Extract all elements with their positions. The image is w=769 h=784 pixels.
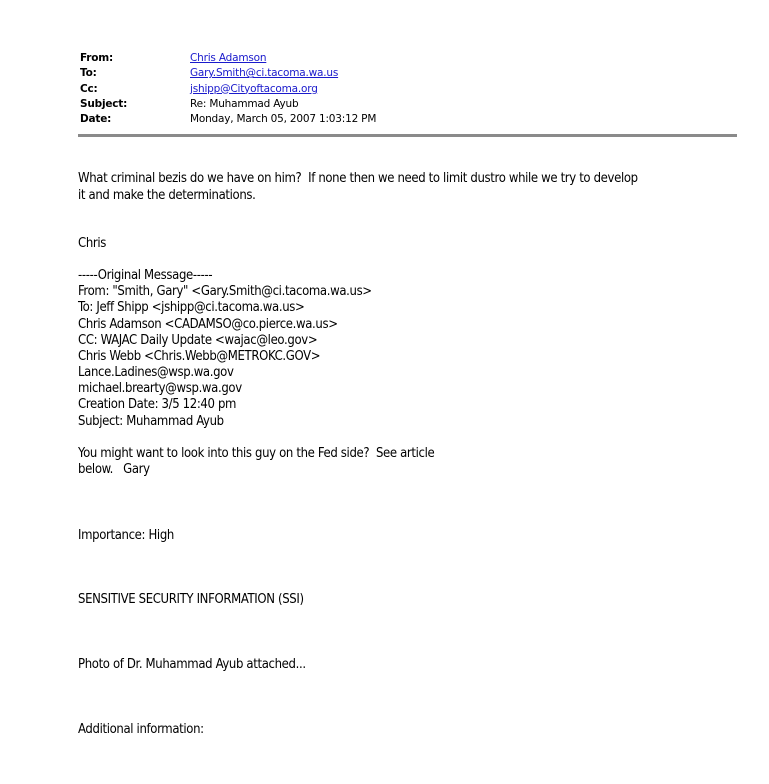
original-body-line-1: You might want to look into this guy on the Fed side? See article: [78, 446, 435, 461]
reply-line-2: it and make the determinations.: [78, 188, 256, 203]
original-body-line-2: below. Gary: [78, 462, 150, 477]
original-creation-date: Creation Date: 3/5 12:40 pm: [78, 397, 237, 412]
importance-line: Importance: High: [78, 528, 174, 543]
classification-line: SENSITIVE SECURITY INFORMATION (SSI): [78, 592, 304, 607]
reply-signature: Chris: [78, 236, 106, 251]
subject-label: Subject:: [80, 97, 128, 110]
photo-note: Photo of Dr. Muhammad Ayub attached...: [78, 657, 306, 672]
date-label: Date:: [80, 113, 112, 126]
cc-link[interactable]: jshipp@Cityoftacoma.org: [190, 82, 318, 95]
to-link[interactable]: Gary.Smith@ci.tacoma.wa.us: [190, 67, 339, 80]
header-divider: [78, 134, 737, 137]
date-value: Monday, March 05, 2007 1:03:12 PM: [190, 113, 377, 126]
original-to: To: Jeff Shipp <jshipp@ci.tacoma.wa.us>: [78, 300, 305, 315]
cc-label: Cc:: [80, 82, 98, 95]
from-link[interactable]: Chris Adamson: [190, 52, 267, 64]
original-cc-4: michael.brearty@wsp.wa.gov: [78, 381, 242, 396]
original-subject: Subject: Muhammad Ayub: [78, 414, 224, 429]
original-cc-3: Lance.Ladines@wsp.wa.gov: [78, 365, 234, 380]
from-label: From:: [80, 52, 114, 64]
additional-information: Additional information:: [78, 722, 204, 737]
original-separator: -----Original Message-----: [78, 268, 213, 283]
original-from: From: "Smith, Gary" <Gary.Smith@ci.tacoma.wa.us>: [78, 284, 372, 299]
original-cc: CC: WAJAC Daily Update <wajac@leo.gov>: [78, 333, 318, 348]
original-cc-2: Chris Webb <Chris.Webb@METROKC.GOV>: [78, 349, 321, 364]
subject-value: Re: Muhammad Ayub: [190, 97, 299, 110]
reply-line-1: What criminal bezis do we have on him? If none then we need to limit dustro while we try to develop: [78, 171, 638, 186]
to-label: To:: [80, 67, 97, 80]
original-to-2: Chris Adamson <CADAMSO@co.pierce.wa.us>: [78, 317, 338, 332]
